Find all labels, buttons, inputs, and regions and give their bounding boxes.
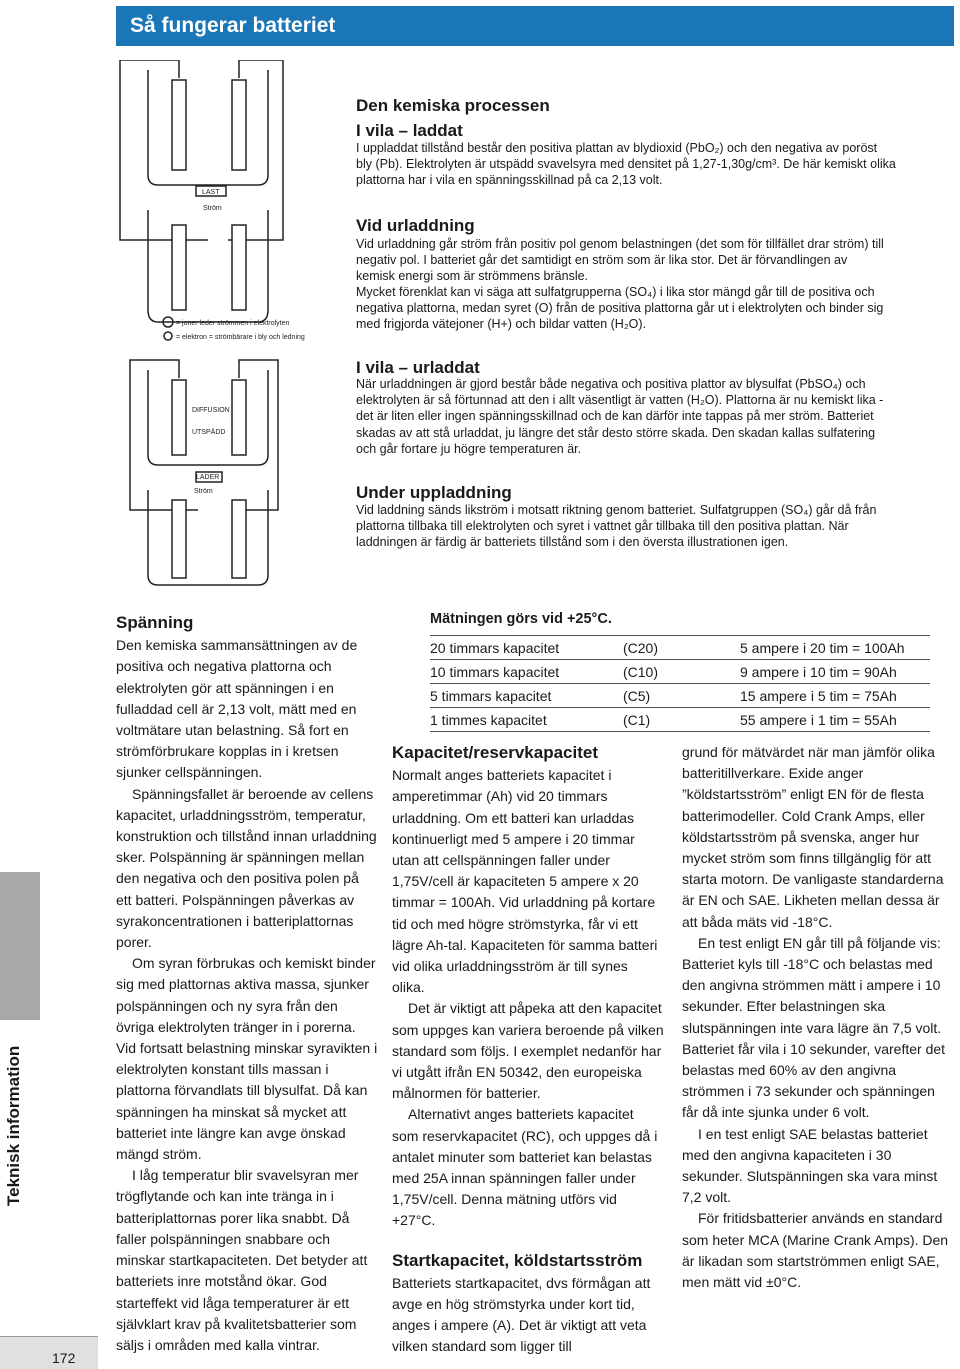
sidebar-label: Teknisk information	[4, 1045, 23, 1206]
start-paragraph: Batteriets startkapacitet, dvs förmågan att avge en hög strömstyrka under kort tid, anges i ampere (A). Det är viktigt att veta vilken standard som ligger till	[392, 1274, 651, 1355]
table-cell-label: 10 timmars kapacitet	[430, 660, 623, 684]
rest-charged-text: I uppladdat tillstånd består den positiva plattan av blydioxid (PbO₂) och den negativa av poröst bly (Pb). Elektrolyten är utspädd svavelsyra med densitet på 1,27-1,30g/cm³. De här kemiskt olika plattorna har i vila en spänningsskillnad på ca 2,13 volt.	[356, 141, 896, 188]
capacity-table	[430, 635, 930, 732]
load-label: LAST	[202, 189, 220, 196]
page-title: Så fungerar batteriet	[130, 14, 336, 37]
table-row	[430, 636, 930, 660]
discharge-text-2: Mycket förenklat kan vi säga att sulfatgrupperna (SO₄) i lika stor mängd går till de positiva och negativa plattorna, medan syret (O) från de positiva plattorna går ut i elektrolyten och binder sig med frigjorda vätejoner (H+) och bildar vatten (H₂O).	[356, 285, 884, 332]
cell-container-1	[148, 70, 268, 185]
rest-discharged-text: När urladdningen är gjord består både negativa och positiva plattor av blysulfat (PbSO₄) och elektrolyten är så förtunnad att den i allt väsentligt är vatten (H₂O). Plattorna är nu kemiskt lika - det är liten eller ingen spänningsskillnad och de kan därför inte tappas på mer ström. Batteriet skadas av att stå urladdat, ju längre det står desto större skada. Den skadan kallas sulfatering och går fortare ju högre temperaturen är.	[356, 377, 884, 456]
legend-electrons-text: = elektron = strömbärare i bly och ledning	[176, 334, 305, 341]
right-paragraph: För fritidsbatterier används en standard som heter MCA (Marine Crank Amps). Den är likadan som startströmmen enligt SAE, men mätt vid ±0°C.	[682, 1210, 949, 1291]
capacity-paragraph: Normalt anges batteriets kapacitet i amperetimmar (Ah) vid 20 timmars urladdning. Om ett batteri kan urladdas kontinuerligt med 5 ampere i 20 timmar utan att cellspänningen faller under 1,75V/cell är kapaciteten 5 ampere x 20 timmar = 100Ah. Vid urladdning på kortare tid och med högre strömstyrka, får vi ett lägre Ah-tal. Kapaciteten för samma batteri vid olika urladdningsström är till synes olika.	[392, 767, 658, 996]
diluted-label: UTSPÄDD	[192, 429, 226, 436]
voltage-paragraph: Den kemiska sammansättningen av de positiva och negativa plattorna och elektrolyten gör att spänningen i en fulladdad cell är 2,13 volt, mätt med en voltmätare utan belastning. Så fort en strömförbrukare kopplas in i kretsen sjunker cellspänningen.	[116, 637, 358, 781]
right-paragraph: En test enligt EN går till på följande vis: Batteriet kyls till -18°C och belastas med den angivna strömmen mätt i ampere i 10 sekunder. Efter belastningen ska slutspänningen inte vara lägre än 7,5 volt. Batteriet får vila i 10 sekunder, varefter det belastas med 60% av den angivna strömmen i 73 sekunder och spänningen får då inte sjunka under 6 volt.	[682, 934, 946, 1121]
page-header	[116, 6, 954, 46]
table-cell-code: (C10)	[623, 660, 740, 684]
cell-container-2	[148, 210, 268, 322]
right-paragraph: grund för mätvärdet när man jämför olika batteritillverkare. Exide anger ”köldstartsström” enligt EN för de flesta batterimodeller. Cold Crank Amps, eller köldstartsström på svenska, anger hur mycket ström som finns tillgänglig för att starta motorn. De vanligaste standarderna är EN och SAE. Likheten mellan dessa är att båda mäts vid -18°C.	[682, 744, 944, 930]
voltage-section	[116, 612, 378, 1356]
measurement-title: Mätningen görs vid +25°C.	[430, 611, 612, 627]
current-label-bottom: Ström	[194, 488, 213, 495]
start-title: Startkapacitet, köldstartsström	[392, 1250, 643, 1270]
current-label-top: Ström	[203, 205, 222, 212]
electron-legend-icon	[164, 332, 172, 340]
discharge-text-1: Vid urladdning går ström från positiv pol genom belastningen (det som för tillfället drar ström) till negativ pol. I batteriet går det samtidigt en ström som är lika stor. Det är förvandlingen av kemisk energi som är strömmens bränsle.	[356, 237, 884, 284]
table-cell-label: 5 timmars kapacitet	[430, 684, 623, 708]
page-number-box	[0, 1336, 98, 1369]
capacity-title: Kapacitet/reservkapacitet	[392, 743, 599, 762]
table-cell-value: 55 ampere i 1 tim = 55Ah	[740, 708, 930, 732]
cell-container-3	[148, 370, 268, 465]
table-cell-value: 5 ampere i 20 tim = 100Ah	[740, 636, 930, 660]
voltage-paragraph: Om syran förbrukas och kemiskt binder sig med plattornas aktiva massa, sjunker polspänningen och ny syra från den övriga elektrolyten tränger in i porerna. Vid fortsatt belastning minskar syravikten i elektrolyten konstant tills massan i plattorna förvandlats till blysulfat. Då kan spänningen ha minskat så mycket att batteriet inte längre kan avge önskad mängd ström.	[116, 955, 378, 1163]
cell-container-4	[148, 490, 268, 585]
battery-diagram	[108, 60, 348, 590]
voltage-paragraph: I låg temperatur blir svavelsyran mer trögflytande och kan inte tränga in i batteriplattornas porer lika snabbt. Då faller polspänningen snabbare och minskar startkapaciteten. Det betyder att batteriets inre motstånd ökar. God starteffekt vid låga temperaturer är ett självklart krav på kvalitetsbatterier som säljs i områden med kalla vintrar.	[116, 1167, 368, 1353]
process-title: Den kemiska processen	[356, 96, 550, 115]
page-number: 172	[52, 1350, 76, 1366]
right-column	[682, 742, 952, 1293]
capacity-section	[392, 742, 664, 1358]
legend-ions-text: = joner leder strömmen i elektrolyten	[176, 320, 290, 327]
voltage-paragraph: Spänningsfallet är beroende av cellens kapacitet, urladdningsström, temperatur, konstruktion och tillstånd innan urladdning sker. Polspänning är spänningen mellan den negativa och den positiva polen på ett batteri. Polspänningen påverkas av syrakoncentrationen i batteriplattornas porer.	[116, 785, 377, 951]
table-cell-value: 15 ampere i 5 tim = 75Ah	[740, 684, 930, 708]
table-row	[430, 684, 930, 708]
charging-title: Under uppladdning	[356, 483, 512, 502]
capacity-paragraph: Det är viktigt att påpeka att den kapacitet som uppges kan variera beroende på vilken standard som följs. I exemplet nedanför har vi utgått ifrån EN 50342, den europeiska målnormen för batterier.	[392, 1000, 664, 1102]
table-row	[430, 708, 930, 732]
charger-label: LADER	[196, 474, 220, 481]
table-row	[430, 660, 930, 684]
sidebar-tab	[0, 872, 40, 1020]
voltage-title: Spänning	[116, 613, 194, 632]
diffusion-label: DIFFUSION	[192, 407, 230, 414]
table-cell-label: 1 timmes kapacitet	[430, 708, 623, 732]
rest-charged-title: I vila – laddat	[356, 121, 463, 140]
rest-discharged-title: I vila – urladdat	[356, 358, 480, 377]
table-cell-code: (C20)	[623, 636, 740, 660]
right-paragraph: I en test enligt SAE belastas batteriet med den angivna kapaciteten i 30 sekunder. Slutspänningen ska vara minst 7,2 volt.	[682, 1125, 938, 1206]
discharge-title: Vid urladdning	[356, 216, 475, 235]
table-cell-label: 20 timmars kapacitet	[430, 636, 623, 660]
table-cell-code: (C5)	[623, 684, 740, 708]
charging-text: Vid laddning sänds likström i motsatt riktning genom batteriet. Sulfatgruppen (SO₄) går då från plattorna tillbaka till elektrolyten och syret i vattnet går tillbaka till den positiva plattan. När laddningen är färdig är batteriets tillstånd som i den översta illustrationen igen.	[356, 503, 877, 550]
table-cell-value: 9 ampere i 10 tim = 90Ah	[740, 660, 930, 684]
capacity-paragraph: Alternativt anges batteriets kapacitet som reservkapacitet (RC), och uppges då i antalet minuter som batteriet kan belastas med 25A innan spänningen faller under 1,75V/cell. Denna mätning utförs vid +27°C.	[392, 1106, 658, 1229]
table-cell-code: (C1)	[623, 708, 740, 732]
